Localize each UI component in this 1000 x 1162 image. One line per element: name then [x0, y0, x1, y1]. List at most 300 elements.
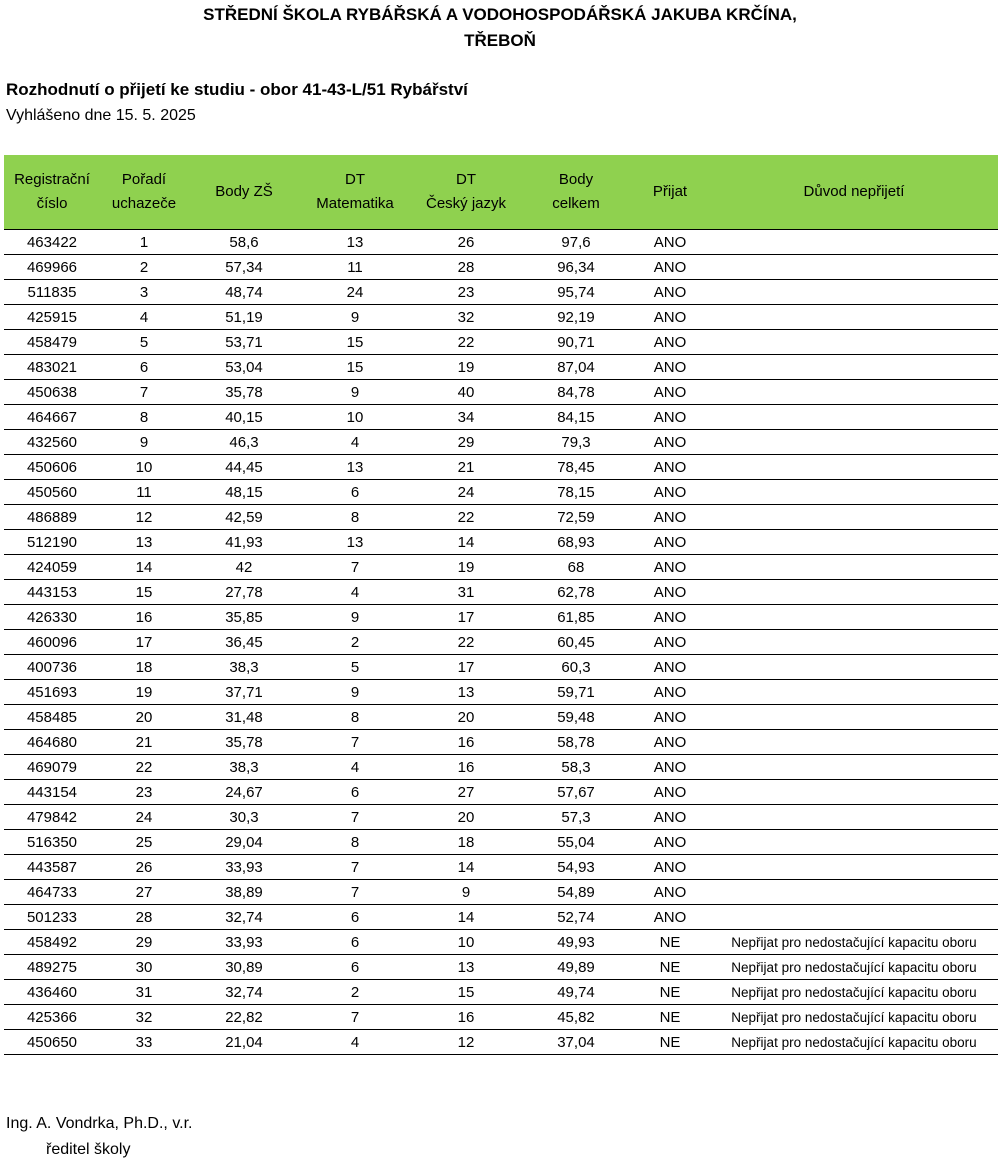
cell-admitted: ANO: [630, 380, 710, 405]
cell-rank: 29: [100, 930, 188, 955]
cell-czech-test: 32: [410, 305, 522, 330]
cell-rank: 17: [100, 630, 188, 655]
cell-total-points: 61,85: [522, 605, 630, 630]
cell-czech-test: 34: [410, 405, 522, 430]
cell-rank: 12: [100, 505, 188, 530]
cell-math-test: 11: [300, 255, 410, 280]
table-row: [4, 230, 998, 255]
cell-czech-test: 13: [410, 680, 522, 705]
cell-registration-number: 516350: [4, 830, 100, 855]
cell-math-test: 2: [300, 980, 410, 1005]
table-row: [4, 805, 998, 830]
cell-rejection-reason: [710, 305, 998, 330]
cell-total-points: 60,45: [522, 630, 630, 655]
cell-rejection-reason: [710, 505, 998, 530]
declared-date: Vyhlášeno dne 15. 5. 2025: [6, 107, 196, 124]
cell-total-points: 37,04: [522, 1030, 630, 1055]
cell-registration-number: 460096: [4, 630, 100, 655]
cell-total-points: 79,3: [522, 430, 630, 455]
cell-czech-test: 14: [410, 855, 522, 880]
cell-rejection-reason: Nepřijat pro nedostačující kapacitu oboru: [710, 930, 998, 955]
cell-school-points: 38,3: [188, 755, 300, 780]
table-row: [4, 305, 998, 330]
cell-math-test: 5: [300, 655, 410, 680]
cell-registration-number: 400736: [4, 655, 100, 680]
cell-school-points: 38,89: [188, 880, 300, 905]
cell-czech-test: 14: [410, 530, 522, 555]
cell-registration-number: 443154: [4, 780, 100, 805]
cell-czech-test: 17: [410, 655, 522, 680]
cell-rank: 2: [100, 255, 188, 280]
cell-math-test: 4: [300, 755, 410, 780]
cell-total-points: 49,93: [522, 930, 630, 955]
cell-rejection-reason: [710, 655, 998, 680]
cell-admitted: ANO: [630, 630, 710, 655]
cell-czech-test: 20: [410, 705, 522, 730]
cell-admitted: ANO: [630, 830, 710, 855]
cell-czech-test: 13: [410, 955, 522, 980]
cell-math-test: 6: [300, 780, 410, 805]
cell-total-points: 84,15: [522, 405, 630, 430]
cell-rejection-reason: [710, 855, 998, 880]
cell-math-test: 7: [300, 1005, 410, 1030]
col-header-total-points: Body celkem: [522, 155, 630, 230]
cell-rank: 33: [100, 1030, 188, 1055]
table-row: [4, 355, 998, 380]
cell-rejection-reason: [710, 705, 998, 730]
cell-rank: 24: [100, 805, 188, 830]
cell-school-points: 37,71: [188, 680, 300, 705]
cell-czech-test: 16: [410, 1005, 522, 1030]
cell-math-test: 7: [300, 855, 410, 880]
cell-rank: 31: [100, 980, 188, 1005]
cell-admitted: ANO: [630, 655, 710, 680]
cell-admitted: ANO: [630, 880, 710, 905]
cell-school-points: 35,78: [188, 730, 300, 755]
cell-total-points: 54,93: [522, 855, 630, 880]
cell-total-points: 78,45: [522, 455, 630, 480]
cell-rejection-reason: [710, 555, 998, 580]
cell-math-test: 8: [300, 830, 410, 855]
cell-school-points: 33,93: [188, 855, 300, 880]
cell-rejection-reason: [710, 905, 998, 930]
cell-rejection-reason: Nepřijat pro nedostačující kapacitu oboru: [710, 980, 998, 1005]
cell-rank: 10: [100, 455, 188, 480]
col-header-math-test: DT Matematika: [300, 155, 410, 230]
table-row: [4, 905, 998, 930]
cell-total-points: 84,78: [522, 380, 630, 405]
table-row: [4, 855, 998, 880]
cell-admitted: NE: [630, 980, 710, 1005]
signature-name: Ing. A. Vondrka, Ph.D., v.r.: [6, 1115, 193, 1132]
cell-rank: 7: [100, 380, 188, 405]
cell-registration-number: 450638: [4, 380, 100, 405]
cell-czech-test: 19: [410, 355, 522, 380]
cell-rejection-reason: [710, 355, 998, 380]
cell-total-points: 97,6: [522, 230, 630, 255]
cell-total-points: 72,59: [522, 505, 630, 530]
cell-registration-number: 463422: [4, 230, 100, 255]
cell-total-points: 57,67: [522, 780, 630, 805]
cell-registration-number: 450560: [4, 480, 100, 505]
cell-admitted: ANO: [630, 255, 710, 280]
cell-math-test: 15: [300, 355, 410, 380]
cell-admitted: ANO: [630, 855, 710, 880]
cell-total-points: 45,82: [522, 1005, 630, 1030]
cell-admitted: ANO: [630, 530, 710, 555]
cell-rejection-reason: [710, 480, 998, 505]
cell-school-points: 42: [188, 555, 300, 580]
cell-rejection-reason: [710, 605, 998, 630]
cell-admitted: NE: [630, 1005, 710, 1030]
cell-total-points: 92,19: [522, 305, 630, 330]
cell-admitted: ANO: [630, 505, 710, 530]
cell-rank: 18: [100, 655, 188, 680]
cell-czech-test: 17: [410, 605, 522, 630]
table-row: [4, 555, 998, 580]
cell-czech-test: 16: [410, 755, 522, 780]
cell-rejection-reason: [710, 530, 998, 555]
cell-czech-test: 40: [410, 380, 522, 405]
cell-total-points: 59,71: [522, 680, 630, 705]
cell-registration-number: 436460: [4, 980, 100, 1005]
table-row: [4, 405, 998, 430]
signature-role: ředitel školy: [46, 1141, 131, 1158]
cell-rank: 32: [100, 1005, 188, 1030]
cell-rank: 23: [100, 780, 188, 805]
cell-rejection-reason: [710, 880, 998, 905]
table-row: [4, 655, 998, 680]
cell-school-points: 32,74: [188, 980, 300, 1005]
cell-rank: 20: [100, 705, 188, 730]
cell-rank: 21: [100, 730, 188, 755]
cell-school-points: 41,93: [188, 530, 300, 555]
cell-registration-number: 512190: [4, 530, 100, 555]
cell-total-points: 49,89: [522, 955, 630, 980]
table-row: [4, 255, 998, 280]
cell-rejection-reason: [710, 255, 998, 280]
cell-registration-number: 443587: [4, 855, 100, 880]
cell-math-test: 4: [300, 1030, 410, 1055]
cell-total-points: 58,3: [522, 755, 630, 780]
cell-rejection-reason: Nepřijat pro nedostačující kapacitu oboru: [710, 1005, 998, 1030]
cell-school-points: 35,85: [188, 605, 300, 630]
table-row: [4, 630, 998, 655]
cell-czech-test: 12: [410, 1030, 522, 1055]
table-row: [4, 880, 998, 905]
cell-czech-test: 27: [410, 780, 522, 805]
cell-total-points: 57,3: [522, 805, 630, 830]
cell-math-test: 13: [300, 230, 410, 255]
cell-rejection-reason: [710, 455, 998, 480]
table-row: [4, 505, 998, 530]
cell-admitted: ANO: [630, 780, 710, 805]
table-row: [4, 705, 998, 730]
cell-registration-number: 458485: [4, 705, 100, 730]
cell-rank: 16: [100, 605, 188, 630]
table-row: [4, 1030, 998, 1055]
cell-rejection-reason: [710, 630, 998, 655]
cell-school-points: 53,04: [188, 355, 300, 380]
cell-math-test: 7: [300, 555, 410, 580]
cell-total-points: 90,71: [522, 330, 630, 355]
cell-rejection-reason: [710, 730, 998, 755]
cell-math-test: 9: [300, 605, 410, 630]
cell-math-test: 6: [300, 955, 410, 980]
cell-total-points: 96,34: [522, 255, 630, 280]
table-row: [4, 280, 998, 305]
table-row: [4, 830, 998, 855]
table-row: [4, 980, 998, 1005]
cell-school-points: 24,67: [188, 780, 300, 805]
table-row: [4, 780, 998, 805]
cell-registration-number: 464667: [4, 405, 100, 430]
cell-admitted: ANO: [630, 330, 710, 355]
cell-czech-test: 21: [410, 455, 522, 480]
cell-rejection-reason: [710, 280, 998, 305]
cell-registration-number: 432560: [4, 430, 100, 455]
cell-czech-test: 9: [410, 880, 522, 905]
table-row: [4, 480, 998, 505]
cell-admitted: ANO: [630, 905, 710, 930]
cell-registration-number: 458479: [4, 330, 100, 355]
cell-rank: 22: [100, 755, 188, 780]
cell-registration-number: 469079: [4, 755, 100, 780]
cell-math-test: 8: [300, 705, 410, 730]
table-row: [4, 580, 998, 605]
cell-admitted: ANO: [630, 430, 710, 455]
cell-rejection-reason: Nepřijat pro nedostačující kapacitu oboru: [710, 955, 998, 980]
cell-admitted: ANO: [630, 480, 710, 505]
cell-total-points: 55,04: [522, 830, 630, 855]
cell-admitted: ANO: [630, 355, 710, 380]
cell-total-points: 68,93: [522, 530, 630, 555]
cell-czech-test: 16: [410, 730, 522, 755]
cell-admitted: ANO: [630, 705, 710, 730]
cell-czech-test: 14: [410, 905, 522, 930]
cell-rejection-reason: [710, 430, 998, 455]
cell-total-points: 78,15: [522, 480, 630, 505]
cell-czech-test: 22: [410, 330, 522, 355]
cell-school-points: 35,78: [188, 380, 300, 405]
cell-math-test: 24: [300, 280, 410, 305]
cell-rank: 1: [100, 230, 188, 255]
cell-admitted: ANO: [630, 730, 710, 755]
col-header-czech-test: DT Český jazyk: [410, 155, 522, 230]
cell-registration-number: 424059: [4, 555, 100, 580]
cell-rank: 9: [100, 430, 188, 455]
cell-school-points: 58,6: [188, 230, 300, 255]
cell-registration-number: 511835: [4, 280, 100, 305]
cell-rank: 13: [100, 530, 188, 555]
table-row: [4, 380, 998, 405]
table-row: [4, 455, 998, 480]
cell-czech-test: 22: [410, 630, 522, 655]
cell-math-test: 6: [300, 480, 410, 505]
school-name-line1: STŘEDNÍ ŠKOLA RYBÁŘSKÁ A VODOHOSPODÁŘSKÁ JAKUBA KRČÍNA,: [203, 5, 797, 24]
cell-rejection-reason: [710, 780, 998, 805]
cell-rank: 8: [100, 405, 188, 430]
cell-total-points: 54,89: [522, 880, 630, 905]
col-header-school-points: Body ZŠ: [188, 155, 300, 230]
cell-rank: 27: [100, 880, 188, 905]
cell-rank: 28: [100, 905, 188, 930]
cell-school-points: 42,59: [188, 505, 300, 530]
cell-registration-number: 464733: [4, 880, 100, 905]
cell-rejection-reason: [710, 330, 998, 355]
cell-rank: 14: [100, 555, 188, 580]
cell-school-points: 21,04: [188, 1030, 300, 1055]
col-header-admitted: Přijat: [630, 155, 710, 230]
cell-math-test: 13: [300, 530, 410, 555]
cell-admitted: ANO: [630, 680, 710, 705]
cell-czech-test: 10: [410, 930, 522, 955]
cell-registration-number: 450650: [4, 1030, 100, 1055]
cell-rank: 15: [100, 580, 188, 605]
cell-registration-number: 425366: [4, 1005, 100, 1030]
cell-math-test: 7: [300, 880, 410, 905]
cell-admitted: ANO: [630, 605, 710, 630]
col-header-registration: Registrační číslo: [4, 155, 100, 230]
cell-total-points: 95,74: [522, 280, 630, 305]
cell-admitted: ANO: [630, 755, 710, 780]
cell-czech-test: 19: [410, 555, 522, 580]
cell-school-points: 29,04: [188, 830, 300, 855]
cell-rejection-reason: [710, 580, 998, 605]
cell-total-points: 58,78: [522, 730, 630, 755]
cell-rank: 5: [100, 330, 188, 355]
cell-math-test: 13: [300, 455, 410, 480]
cell-registration-number: 501233: [4, 905, 100, 930]
cell-admitted: NE: [630, 930, 710, 955]
cell-math-test: 2: [300, 630, 410, 655]
cell-math-test: 6: [300, 930, 410, 955]
cell-registration-number: 425915: [4, 305, 100, 330]
cell-total-points: 87,04: [522, 355, 630, 380]
cell-rejection-reason: [710, 755, 998, 780]
cell-school-points: 48,74: [188, 280, 300, 305]
cell-registration-number: 426330: [4, 605, 100, 630]
cell-school-points: 33,93: [188, 930, 300, 955]
cell-school-points: 30,3: [188, 805, 300, 830]
cell-school-points: 44,45: [188, 455, 300, 480]
cell-rank: 30: [100, 955, 188, 980]
cell-registration-number: 451693: [4, 680, 100, 705]
cell-total-points: 62,78: [522, 580, 630, 605]
col-header-rejection-reason: Důvod nepřijetí: [710, 155, 998, 230]
cell-registration-number: 479842: [4, 805, 100, 830]
cell-math-test: 7: [300, 730, 410, 755]
cell-math-test: 7: [300, 805, 410, 830]
cell-registration-number: 486889: [4, 505, 100, 530]
cell-school-points: 27,78: [188, 580, 300, 605]
table-row: [4, 330, 998, 355]
cell-math-test: 6: [300, 905, 410, 930]
cell-rejection-reason: Nepřijat pro nedostačující kapacitu oboru: [710, 1030, 998, 1055]
cell-admitted: NE: [630, 955, 710, 980]
cell-admitted: ANO: [630, 280, 710, 305]
cell-czech-test: 23: [410, 280, 522, 305]
cell-czech-test: 31: [410, 580, 522, 605]
cell-total-points: 52,74: [522, 905, 630, 930]
cell-school-points: 48,15: [188, 480, 300, 505]
cell-rejection-reason: [710, 805, 998, 830]
cell-czech-test: 20: [410, 805, 522, 830]
cell-total-points: 60,3: [522, 655, 630, 680]
cell-registration-number: 489275: [4, 955, 100, 980]
cell-school-points: 32,74: [188, 905, 300, 930]
cell-admitted: NE: [630, 1030, 710, 1055]
table-row: [4, 605, 998, 630]
cell-school-points: 36,45: [188, 630, 300, 655]
cell-school-points: 57,34: [188, 255, 300, 280]
cell-admitted: ANO: [630, 305, 710, 330]
col-header-rank: Pořadí uchazeče: [100, 155, 188, 230]
cell-rank: 26: [100, 855, 188, 880]
cell-rejection-reason: [710, 230, 998, 255]
table-row: [4, 430, 998, 455]
cell-rank: 19: [100, 680, 188, 705]
cell-czech-test: 18: [410, 830, 522, 855]
table-row: [4, 680, 998, 705]
cell-rejection-reason: [710, 830, 998, 855]
table-row: [4, 930, 998, 955]
cell-rank: 25: [100, 830, 188, 855]
cell-school-points: 46,3: [188, 430, 300, 455]
cell-registration-number: 458492: [4, 930, 100, 955]
admission-results-table: [4, 155, 998, 1055]
cell-math-test: 9: [300, 305, 410, 330]
cell-school-points: 31,48: [188, 705, 300, 730]
cell-math-test: 10: [300, 405, 410, 430]
cell-school-points: 22,82: [188, 1005, 300, 1030]
cell-registration-number: 469966: [4, 255, 100, 280]
table-row: [4, 1005, 998, 1030]
cell-math-test: 4: [300, 430, 410, 455]
cell-school-points: 30,89: [188, 955, 300, 980]
document-subtitle: Rozhodnutí o přijetí ke studiu - obor 41-43-L/51 Rybářství: [6, 80, 468, 99]
cell-registration-number: 464680: [4, 730, 100, 755]
cell-math-test: 9: [300, 380, 410, 405]
cell-rank: 4: [100, 305, 188, 330]
cell-admitted: ANO: [630, 805, 710, 830]
cell-admitted: ANO: [630, 405, 710, 430]
table-row: [4, 530, 998, 555]
cell-czech-test: 15: [410, 980, 522, 1005]
cell-school-points: 51,19: [188, 305, 300, 330]
cell-registration-number: 483021: [4, 355, 100, 380]
school-name-line2: TŘEBOŇ: [464, 31, 536, 50]
cell-admitted: ANO: [630, 580, 710, 605]
cell-school-points: 53,71: [188, 330, 300, 355]
cell-rejection-reason: [710, 405, 998, 430]
table-row: [4, 730, 998, 755]
cell-czech-test: 28: [410, 255, 522, 280]
cell-registration-number: 443153: [4, 580, 100, 605]
cell-total-points: 68: [522, 555, 630, 580]
cell-rank: 3: [100, 280, 188, 305]
table-row: [4, 955, 998, 980]
cell-registration-number: 450606: [4, 455, 100, 480]
cell-math-test: 9: [300, 680, 410, 705]
cell-admitted: ANO: [630, 230, 710, 255]
cell-school-points: 38,3: [188, 655, 300, 680]
cell-total-points: 49,74: [522, 980, 630, 1005]
cell-school-points: 40,15: [188, 405, 300, 430]
cell-czech-test: 22: [410, 505, 522, 530]
cell-admitted: ANO: [630, 455, 710, 480]
cell-math-test: 8: [300, 505, 410, 530]
